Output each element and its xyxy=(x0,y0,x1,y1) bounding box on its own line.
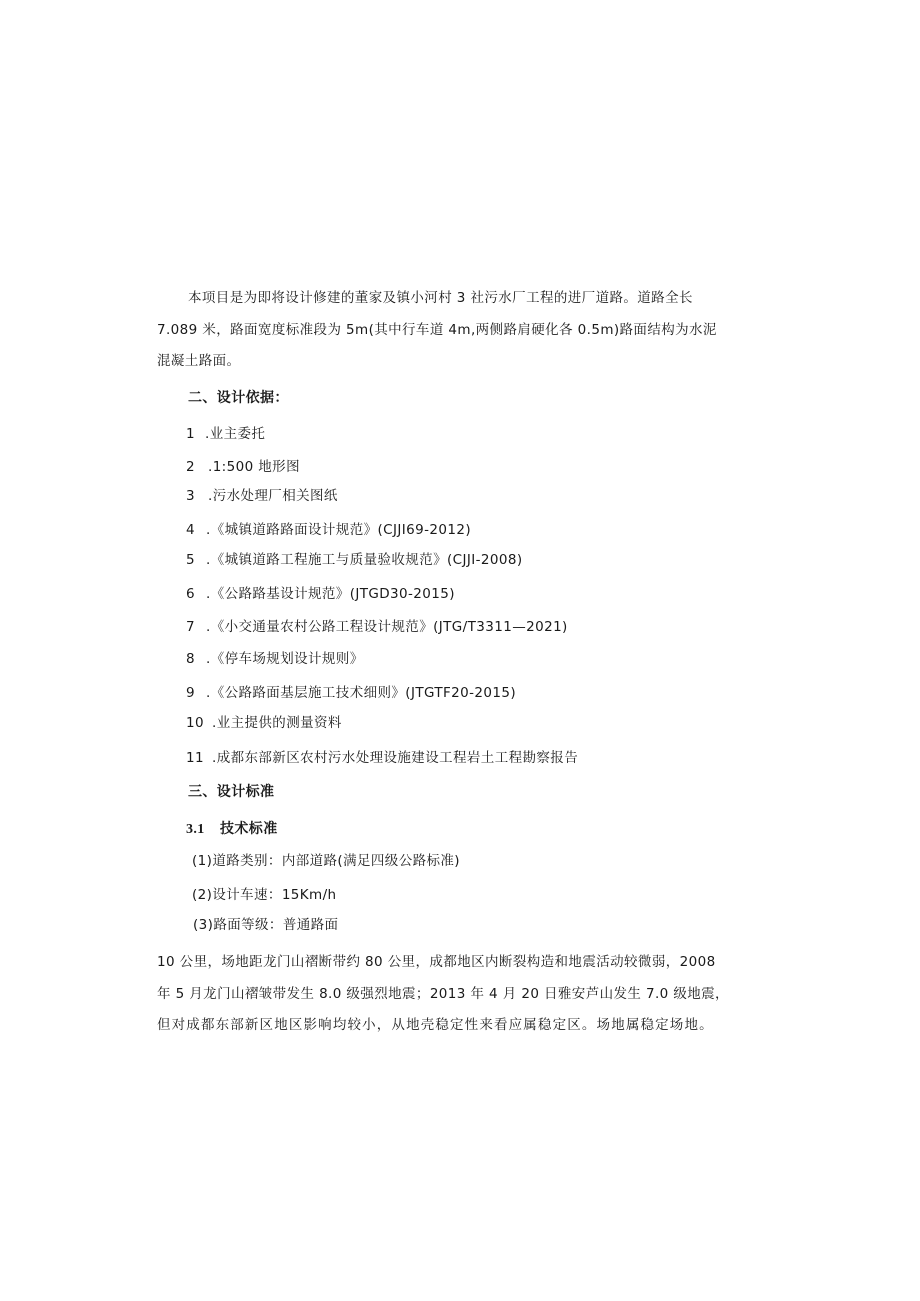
list-item-number: 8 xyxy=(186,651,195,667)
list-item-text: .《公路路基设计规范》(JTGD30-2015) xyxy=(206,586,455,602)
list-item xyxy=(186,684,516,702)
geology-line-1: 10 公里，场地距龙门山褶断带约 80 公里，成都地区内断裂构造和地震活动较微弱，2008 xyxy=(157,954,716,970)
list-item xyxy=(186,650,364,668)
geology-line-2: 年 5 月龙门山褶皱带发生 8.0 级强烈地震；2013 年 4 月 20 日雅安芦山发生 7.0 级地震， xyxy=(157,986,729,1002)
subsection-number: 3.1 xyxy=(186,822,205,837)
list-item-number: 6 xyxy=(186,586,195,602)
list-item xyxy=(186,458,300,476)
list-item-text: .《公路路面基层施工技术细则》(JTGTF20-2015) xyxy=(206,685,517,701)
list-item-number: 1 xyxy=(186,426,195,442)
subsection-title: 技术标准 xyxy=(220,821,278,837)
list-item-number: 7 xyxy=(186,619,195,635)
list-item-text: .《停车场规划设计规则》 xyxy=(206,651,364,667)
subsection-heading-technical-standards xyxy=(186,820,278,839)
list-item xyxy=(186,585,455,603)
list-item-text: .业主委托 xyxy=(205,426,266,442)
list-item-number: 2 xyxy=(186,459,195,475)
intro-line-2: 7.089 米，路面宽度标准段为 5m(其中行车道 4m,两侧路肩硬化各 0.5m)路面结构为水泥 xyxy=(157,322,717,338)
list-item xyxy=(186,618,568,636)
list-item-text: .《小交通量农村公路工程设计规范》(JTG/T3311—2021) xyxy=(206,619,568,635)
list-item xyxy=(186,487,338,505)
list-item-text: .业主提供的测量资料 xyxy=(212,715,342,731)
standard-item: (3)路面等级：普通路面 xyxy=(193,917,339,933)
list-item-number: 10 xyxy=(186,715,204,731)
list-item-number: 9 xyxy=(186,685,195,701)
standard-item: (2)设计车速：15Km/h xyxy=(192,887,337,903)
geology-line-3: 但对成都东部新区地区影响均较小，从地壳稳定性来看应属稳定区。场地属稳定场地。 xyxy=(157,1017,713,1033)
list-item xyxy=(186,425,265,443)
intro-line-3: 混凝土路面。 xyxy=(157,353,241,369)
list-item-text: .《城镇道路工程施工与质量验收规范》(CJJI-2008) xyxy=(206,552,523,568)
list-item-number: 11 xyxy=(186,750,204,766)
intro-line-1: 本项目是为即将设计修建的董家及镇小河村 3 社污水厂工程的进厂道路。道路全长 xyxy=(188,290,693,306)
list-item-number: 5 xyxy=(186,552,195,568)
list-item xyxy=(186,551,523,569)
list-item xyxy=(186,749,578,767)
list-item-text: .污水处理厂相关图纸 xyxy=(208,488,338,504)
list-item-text: .1:500 地形图 xyxy=(208,459,300,475)
list-item-number: 4 xyxy=(186,522,195,538)
section-heading-design-standards: 三、设计标准 xyxy=(188,784,275,800)
list-item xyxy=(186,714,342,732)
list-item xyxy=(186,521,471,539)
section-heading-design-basis: 二、设计依据： xyxy=(188,390,289,406)
list-item-number: 3 xyxy=(186,488,195,504)
list-item-text: .成都东部新区农村污水处理设施建设工程岩土工程勘察报告 xyxy=(212,750,579,766)
standard-item: (1)道路类别：内部道路(满足四级公路标准) xyxy=(192,853,460,869)
list-item-text: .《城镇道路路面设计规范》(CJJI69-2012) xyxy=(206,522,472,538)
